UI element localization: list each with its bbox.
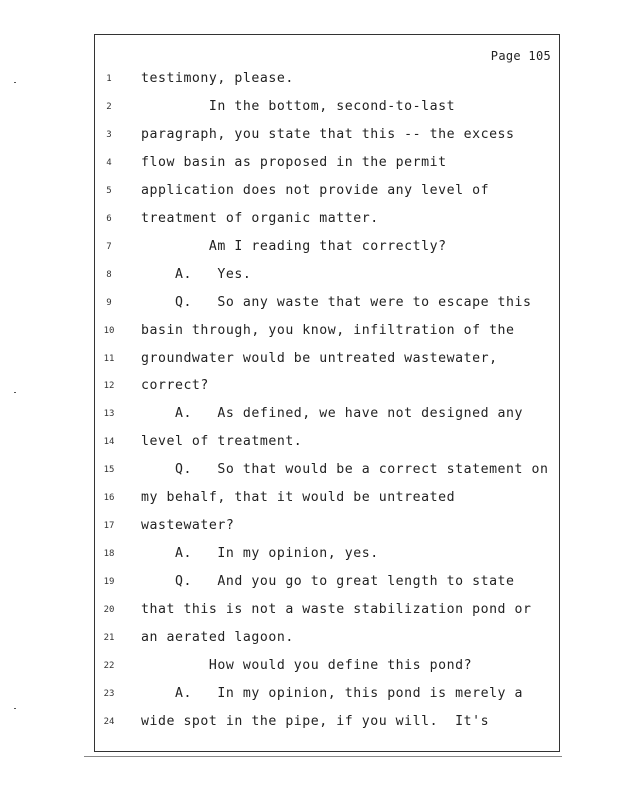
line-number: 8 [106,269,112,280]
transcript-line [95,323,559,343]
line-text: application does not provide any level of [141,182,490,198]
transcript-line [95,239,559,259]
transcript-line [95,434,559,454]
transcript-line [95,546,559,566]
line-number: 21 [103,633,115,643]
line-text: How would you define this pond? [141,657,473,673]
line-number: 9 [106,297,112,308]
line-number: 10 [103,325,115,336]
line-text: Q. So any waste that were to escape this [141,294,532,310]
line-text: treatment of organic matter. [141,210,379,226]
line-number: 6 [106,213,112,224]
line-number: 4 [106,157,112,168]
line-text: wide spot in the pipe, if you will. It's [141,713,490,729]
line-text: that this is not a waste stabilization pond or [141,602,532,618]
transcript-line [95,127,559,147]
page-number: Page 105 [490,49,551,63]
line-number: 23 [103,688,115,699]
transcript-line [95,462,559,482]
scan-speck [14,708,16,709]
line-number: 22 [103,660,115,671]
line-text: flow basin as proposed in the permit [141,154,447,170]
scan-speck [14,392,16,393]
transcript-line [95,406,559,426]
line-text: Am I reading that correctly? [141,238,447,254]
line-text: A. As defined, we have not designed any [141,406,524,422]
line-number: 16 [103,493,115,504]
line-text: paragraph, you state that this -- the excess [141,126,515,142]
transcript-line [95,267,559,287]
line-text: testimony, please. [141,71,294,86]
transcript-line [95,714,559,734]
transcript-line [95,602,559,622]
line-number: 3 [106,129,112,140]
transcript-line [95,71,559,91]
line-number: 13 [103,409,115,420]
line-text: basin through, you know, infiltration of the [141,322,515,338]
line-text: level of treatment. [141,434,303,450]
line-text: my behalf, that it would be untreated [141,490,456,506]
transcript-line [95,378,559,398]
transcript-line [95,490,559,510]
transcript-line [95,686,559,706]
line-text: correct? [141,378,209,394]
line-text: Q. And you go to great length to state [141,574,515,590]
line-text: A. In my opinion, yes. [141,546,379,562]
line-number: 12 [103,381,115,392]
transcript-line [95,630,559,650]
line-text: groundwater would be untreated wastewater, [141,350,498,366]
transcript-line [95,658,559,678]
transcript-line [95,183,559,203]
line-number: 5 [106,185,112,196]
line-number: 17 [103,521,115,532]
line-number: 1 [106,74,112,84]
scan-speck [14,82,16,83]
line-number: 18 [103,549,115,560]
transcript-line [95,518,559,538]
line-text: wastewater? [141,518,235,534]
line-number: 15 [103,465,115,476]
line-number: 19 [103,577,115,588]
transcript-line [95,155,559,175]
line-number: 7 [106,241,112,252]
line-number: 14 [103,437,115,448]
line-text: A. In my opinion, this pond is merely a [141,685,524,701]
transcript-line [95,211,559,231]
line-number: 2 [106,101,112,112]
line-number: 11 [103,353,115,364]
line-text: A. Yes. [141,266,252,282]
line-number: 24 [103,716,115,727]
bottom-rule [84,756,562,757]
transcript-page-frame [94,34,560,752]
transcript-line [95,295,559,315]
line-number: 20 [103,605,115,616]
line-text: Q. So that would be a correct statement on [141,462,549,478]
transcript-line [95,574,559,594]
transcript-line [95,351,559,371]
transcript-line [95,99,559,119]
line-text: In the bottom, second-to-last [141,98,456,114]
line-text: an aerated lagoon. [141,630,294,645]
